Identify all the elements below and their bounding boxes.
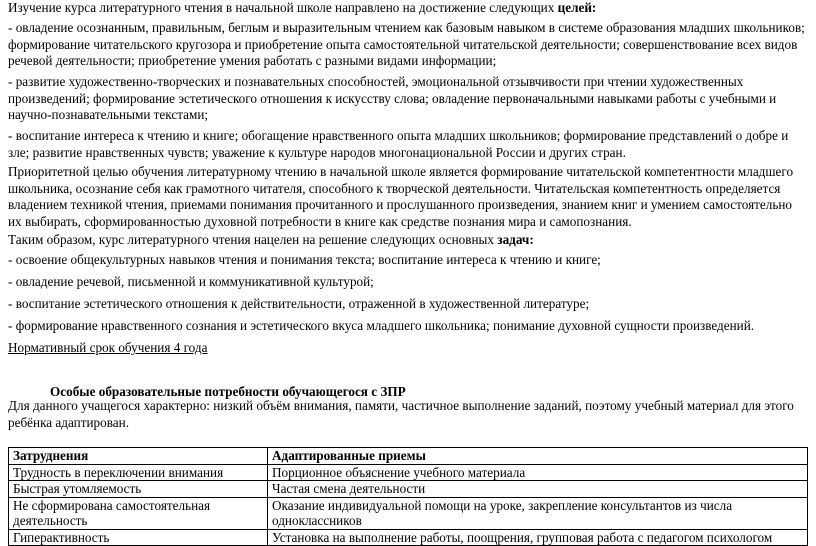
table-cell: Не сформирована самостоятельная деятельность (9, 497, 268, 529)
table-row (9, 481, 808, 498)
table-cell: Частая смена деятельности (268, 481, 808, 498)
task-item-3: - воспитание эстетического отношения к действительности, отраженной в художественной литературе; (8, 296, 590, 311)
table-cell: Трудность в переключении внимания (9, 464, 268, 481)
adaptations-table (8, 447, 808, 546)
table-row (9, 497, 808, 529)
table-cell: Быстрая утомляемость (9, 481, 268, 498)
goal-item-1: - овладение осознанным, правильным, беглым и выразительным чтением как базовым навыком в системе образования младших школьников; формирование читательского кругозора и приобретение опыта самостоятельной читательской деятельности; совершенствование всех видов речевой деятельности; приобретение умения работать с разными видами информации; (8, 20, 805, 68)
tasks-intro (8, 232, 808, 249)
tasks-intro-bold: задач: (497, 232, 534, 247)
special-needs-text: Для данного учащегося характерно: низкий объём внимания, памяти, частичное выполнение заданий, поэтому учебный материал для этого ребёнка адаптирован. (8, 398, 794, 430)
table-row (9, 464, 808, 481)
task-item-4: - формирование нравственного сознания и эстетического вкуса младшего школьника; понимание духовной сущности произведений. (8, 318, 755, 333)
special-needs-heading: Особые образовательные потребности обучающегося с ЗПР (50, 384, 406, 399)
table-cell: Гиперактивность (9, 529, 268, 546)
intro-paragraph (8, 0, 808, 17)
intro-bold: целей: (557, 0, 597, 15)
table-header-difficulties: Затруднения (9, 448, 268, 465)
table-header-techniques: Адаптированные приемы (268, 448, 808, 465)
table-cell: Установка на выполнение работы, поощрения, групповая работа с педагогом психологом (268, 529, 808, 546)
tasks-intro-text: Таким образом, курс литературного чтения нацелен на решение следующих основных (8, 232, 498, 247)
goal-item-3: - воспитание интереса к чтению и книге; обогащение нравственного опыта младших школьников; формирование представлений о добре и зле; развитие нравственных чувств; уважение к культуре народов многонациональной России и других стран. (8, 128, 789, 160)
intro-text: Изучение курса литературного чтения в начальной школе направлено на достижение следующих (8, 0, 558, 15)
table-header-row (9, 448, 808, 465)
table-row (9, 529, 808, 546)
priority-paragraph: Приоритетной целью обучения литературному чтению в начальной школе является формирование читательской компетентности младшего школьника, осознание себя как грамотного читателя, способного к творческой деятельности. Читательская компетентность определяется владением техникой чтения, приемами понимания прочитанного и прослушанного произведения, знанием книг и умением самостоятельно их выбирать, сформированностью духовной потребности в книге как средстве познания мира и самопознания. (8, 164, 794, 229)
goal-item-2: - развитие художественно-творческих и познавательных способностей, эмоциональной отзывчивости при чтении художественных произведений; формирование эстетического отношения к искусству слова; овладение первоначальными навыками работы с учебными и научно-познавательными текстами; (8, 74, 777, 122)
table-cell: Оказание индивидуальной помощи на уроке, закрепление консультантов из числа одноклассников (268, 497, 808, 529)
term-line: Нормативный срок обучения 4 года (8, 340, 208, 355)
table-cell: Порционное объяснение учебного материала (268, 464, 808, 481)
task-item-2: - овладение речевой, письменной и коммуникативной культурой; (8, 274, 374, 289)
task-item-1: - освоение общекультурных навыков чтения и понимания текста; воспитание интереса к чтению и книге; (8, 252, 601, 267)
